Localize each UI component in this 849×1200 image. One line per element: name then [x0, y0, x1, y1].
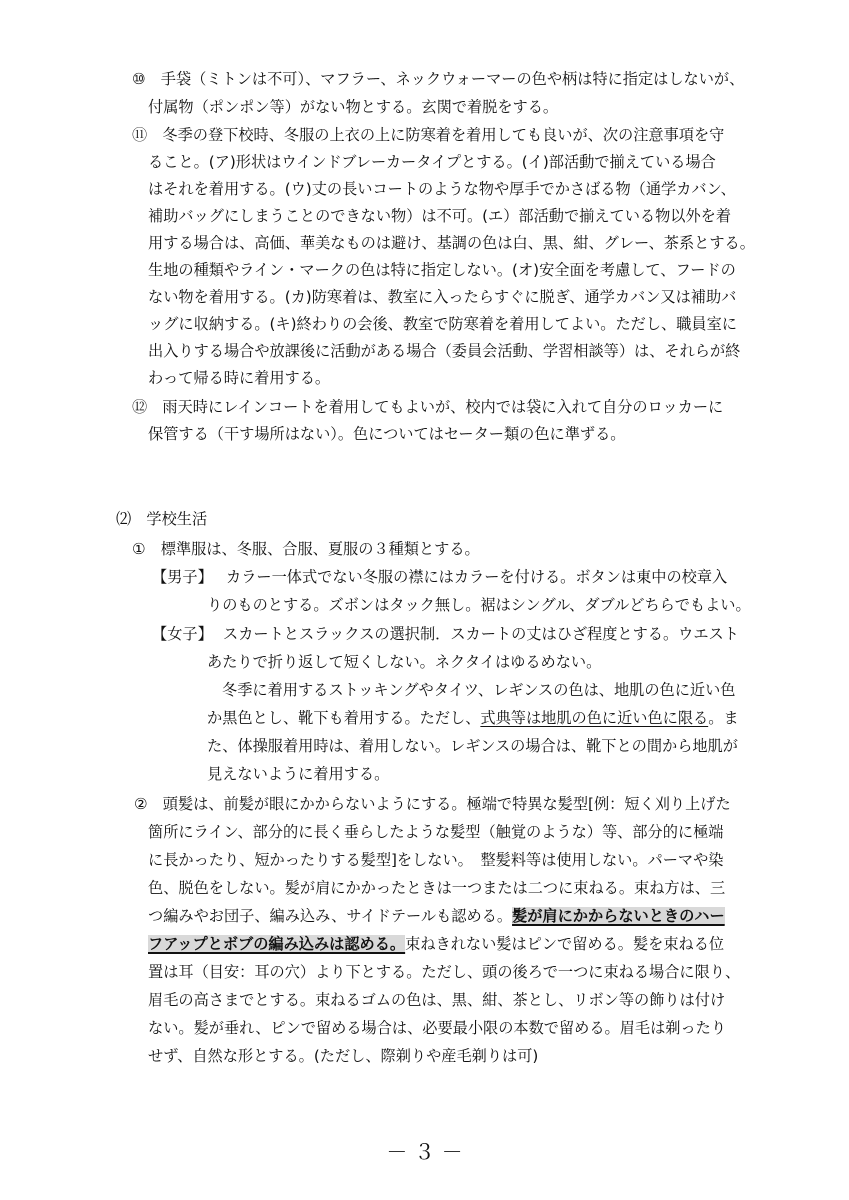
item-11-line-5: 用する場合は、高価、華美なものは避け、基調の色は白、黒、紺、グレー、茶系とする。 [148, 234, 755, 252]
female-line-4-text: か黒色とし、靴下も着用する。ただし、 [207, 709, 481, 727]
ceremony-rule-underlined: 式典等は地肌の色に近い色に限る [480, 709, 709, 727]
hair-line-5-text: つ編みやお団子、編み込み、サイドテールも認める。 [148, 907, 513, 925]
section-2-item-1: ① 標準服は、冬服、合服、夏服の３種類とする。 [132, 540, 480, 558]
female-line-5: た、体操服着用時は、着用しない。レギンスの場合は、靴下との間から地肌が [207, 737, 738, 755]
item-11-line-10: わって帰る時に着用する。 [148, 369, 331, 387]
hair-line-10: せず、自然な形とする。(ただし、際剃りや産毛剃りは可) [148, 1047, 539, 1065]
item-10-line-1: ⑩ 手袋（ミトンは不可）、マフラー、ネックウォーマーの色や柄は特に指定はしないが、 [132, 70, 745, 88]
item-11-line-3: はそれを着用する。(ウ)丈の長いコートのような物や厚手でかさばる物（通学カバン、 [148, 180, 736, 198]
hair-line-1: ② 頭髪は、前髪が眼にかからないようにする。極端で特異な髪型[例：短く刈り上げた [134, 795, 731, 813]
page-number: － ３ － [386, 1140, 463, 1164]
hair-line-3: に長かったり、短かったりする髪型]をしない。 整髪料等は使用しない。パーマや染 [148, 851, 724, 869]
male-line-1: カラー一体式でない冬服の襟にはカラーを付ける。ボタンは東中の校章入 [226, 568, 728, 586]
hair-line-2: 箇所にライン、部分的に長く垂らしたような髪型（触覚のような）等、部分的に極端 [148, 823, 724, 841]
female-line-1: スカートとスラックスの選択制．スカートの丈はひざ程度とする。ウエスト [223, 625, 739, 643]
item-11-line-7: ない物を着用する。(カ)防寒着は、教室に入ったらすぐに脱ぎ、通学カバン又は補助バ [148, 288, 737, 306]
item-11-line-4: 補助バッグにしまうことのできない物）は不可。(エ）部活動で揃えている物以外を着 [148, 207, 732, 225]
item-12-line-2: 保管する（干す場所はない）。色についてはセーター類の色に準ずる。 [148, 425, 626, 443]
section-2-heading: ⑵ 学校生活 [116, 510, 208, 528]
male-label: 【男子】 [152, 568, 213, 586]
female-line-3: 冬季に着用するストッキングやタイツ、レギンスの色は、地肌の色に近い色 [222, 681, 736, 699]
hair-line-6-text: 束ねきれない髪はピンで留める。髪を束ねる位 [405, 935, 725, 953]
female-line-4-end: 。ま [708, 709, 739, 727]
hair-highlight-part-2: フアップとボブの編み込みは認める。 [148, 935, 406, 953]
hair-line-4: 色、脱色をしない。髪が肩にかかったときは一つまたは二つに束ねる。束ね方は、三 [148, 879, 726, 897]
female-line-4 [207, 708, 739, 728]
item-11-line-1: ⑪ 冬季の登下校時、冬服の上衣の上に防寒着を着用しても良いが、次の注意事項を守 [132, 126, 725, 144]
item-12-line-1: ⑫ 雨天時にレインコートを着用してもよいが、校内では袋に入れて自分のロッカーに [132, 398, 724, 416]
item-11-line-9: 出入りする場合や放課後に活動がある場合（委員会活動、学習相談等）は、それらが終 [148, 342, 741, 360]
male-line-2: りのものとする。ズボンはタック無し。裾はシングル、ダブルどちらでもよい。 [207, 596, 751, 614]
hair-line-8: 眉毛の高さまでとする。束ねるゴムの色は、黒、紺、茶とし、リボン等の飾りは付け [148, 991, 726, 1009]
hair-line-9: ない。髪が垂れ、ピンで留める場合は、必要最小限の本数で留める。眉毛は剃ったり [148, 1019, 727, 1037]
item-11-line-6: 生地の種類やライン・マークの色は特に指定しない。(オ)安全面を考慮して、フードの [148, 261, 736, 279]
hair-line-6 [148, 934, 724, 954]
female-line-6: 見えないように着用する。 [207, 765, 390, 783]
female-line-2: あたりで折り返して短くしない。ネクタイはゆるめない。 [207, 653, 602, 671]
hair-line-5 [148, 906, 725, 926]
hair-highlight-part-1: 髪が肩にかからないときのハー [512, 907, 725, 925]
item-10-line-2: 付属物（ポンポン等）がない物とする。玄関で着脱をする。 [148, 98, 559, 116]
item-11-line-8: ッグに収納する。(キ)終わりの会後、教室で防寒着を着用してよい。ただし、職員室に [148, 315, 737, 333]
hair-line-7: 置は耳（目安：耳の穴）より下とする。ただし、頭の後ろで一つに束ねる場合に限り、 [148, 963, 741, 981]
item-11-line-2: ること。(ア)形状はウインドブレーカータイプとする。(イ)部活動で揃えている場合 [148, 153, 716, 171]
female-label: 【女子】 [152, 625, 213, 643]
